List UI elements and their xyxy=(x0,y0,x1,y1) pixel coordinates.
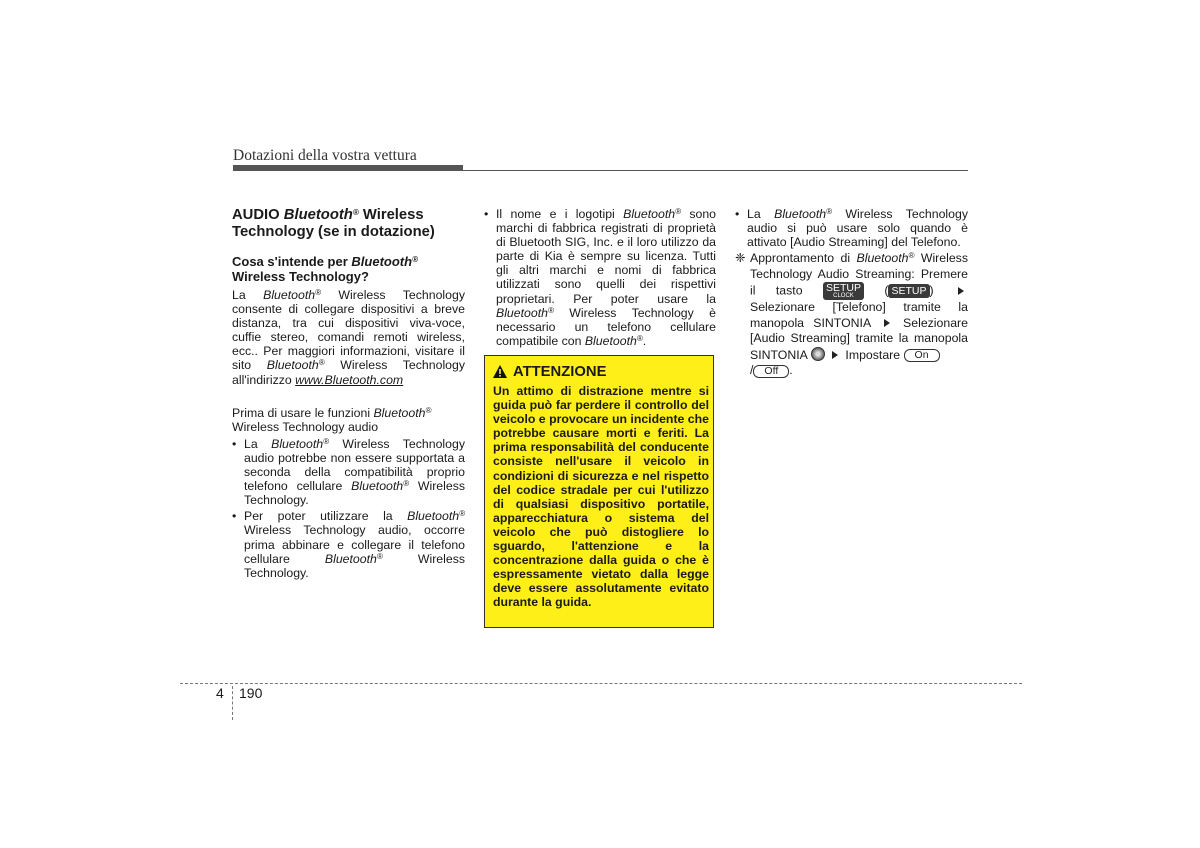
warning-text: Un attimo di distrazione mentre si guida può far perdere il controllo del veicolo e provocare un incidente che potrebbe causare morti e feriti. La prima responsabilità del conducente consiste nell'usare il veicolo in condizioni di sicurezza e nel rispetto del codice stradale per cui l'utilizzo di qualsiasi dispositivo portatile, apparecchiatura o sistema del veicolo che può distogliere lo sguardo, l'attenzione e la concentrazione dalla guida o che è espressamente vietato dalla legge deve essere assolutamente evitato durante la guida. xyxy=(493,384,709,610)
column-left xyxy=(232,207,465,582)
setup-clock-button[interactable]: SETUP CLOCK xyxy=(823,282,864,300)
list-item: • Per poter utilizzare la Bluetooth® Wireless Technology audio, occorre prima abbinare e collegare il telefono cellulare Bluetooth® Wireless Technology. xyxy=(232,509,465,579)
bluetooth-website-link[interactable]: www.Bluetooth.com xyxy=(295,372,404,387)
arrow-right-icon xyxy=(832,351,838,359)
list-item: • La Bluetooth® Wireless Technology audio potrebbe non essere supportata a seconda della compatibilità proprio telefono cellulare Bluetooth® Wireless Technology. xyxy=(232,437,465,507)
tuning-knob-icon xyxy=(811,347,825,361)
list-item: • Il nome e i logotipi Bluetooth® sono marchi di fabbrica registrati di proprietà di Bluetooth SIG, Inc. e il loro utilizzo da parte di Kia è sempre su licenza. Tutti gli altri marchi e nomi di fabbrica utilizzati sono quelli dei rispettivi proprietari. Per poter usare la Bluetooth® Wireless Technology è necessario un telefono cellulare compatibile con Bluetooth®. xyxy=(484,207,716,348)
requirements-list xyxy=(232,437,465,580)
column-middle xyxy=(484,207,716,350)
warning-box xyxy=(484,355,714,628)
page-number: 190 xyxy=(239,685,263,701)
note-symbol-icon: ❈ xyxy=(735,251,746,266)
setup-button[interactable]: SETUP xyxy=(888,284,929,298)
column-right xyxy=(735,207,968,379)
arrow-right-icon xyxy=(884,319,890,327)
trademark-list xyxy=(484,207,716,348)
footer-rule xyxy=(180,683,1022,684)
list-item: • La Bluetooth® Wireless Technology audio si può usare solo quando è attivato [Audio Streaming] del Telefono. xyxy=(735,207,968,249)
footer-divider xyxy=(232,686,233,720)
chapter-number: 4 xyxy=(216,685,224,701)
on-button[interactable]: On xyxy=(904,349,940,362)
before-use-paragraph: Prima di usare le funzioni Bluetooth® Wireless Technology audio xyxy=(232,405,432,434)
warning-triangle-icon xyxy=(493,365,507,378)
section-title: AUDIO Bluetooth® Wireless Technology (se in dotazione) xyxy=(232,207,435,240)
subsection-title: Cosa s'intende per Bluetooth® Wireless Technology? xyxy=(232,254,418,284)
setup-instructions: ❈ Approntamento di Bluetooth® Wireless Technology Audio Streaming: Premere il tasto SETUP CLOCK ( SETUP ) Selezionare [Telefono] tramite la manopola SINTONIA Selezionare [Audio Streaming] tramite la manopola SINTONIA Impostare On / Off . xyxy=(735,251,968,378)
off-button[interactable]: Off xyxy=(753,365,789,378)
intro-paragraph: La Bluetooth® Wireless Technology consente di collegare dispositivi a breve distanza, tra cui dispositivi viva-voce, cuffie stereo, comandi remoti wireless, ecc.. Per maggiori informazioni, visitare il sito Bluetooth® Wireless Technology all'indirizzo www.Bluetooth.com xyxy=(232,288,465,387)
running-header: Dotazioni della vostra vettura xyxy=(233,147,417,164)
arrow-right-icon xyxy=(958,287,964,295)
streaming-list xyxy=(735,207,968,249)
warning-header: ATTENZIONE xyxy=(493,364,606,380)
header-rule xyxy=(233,170,968,171)
